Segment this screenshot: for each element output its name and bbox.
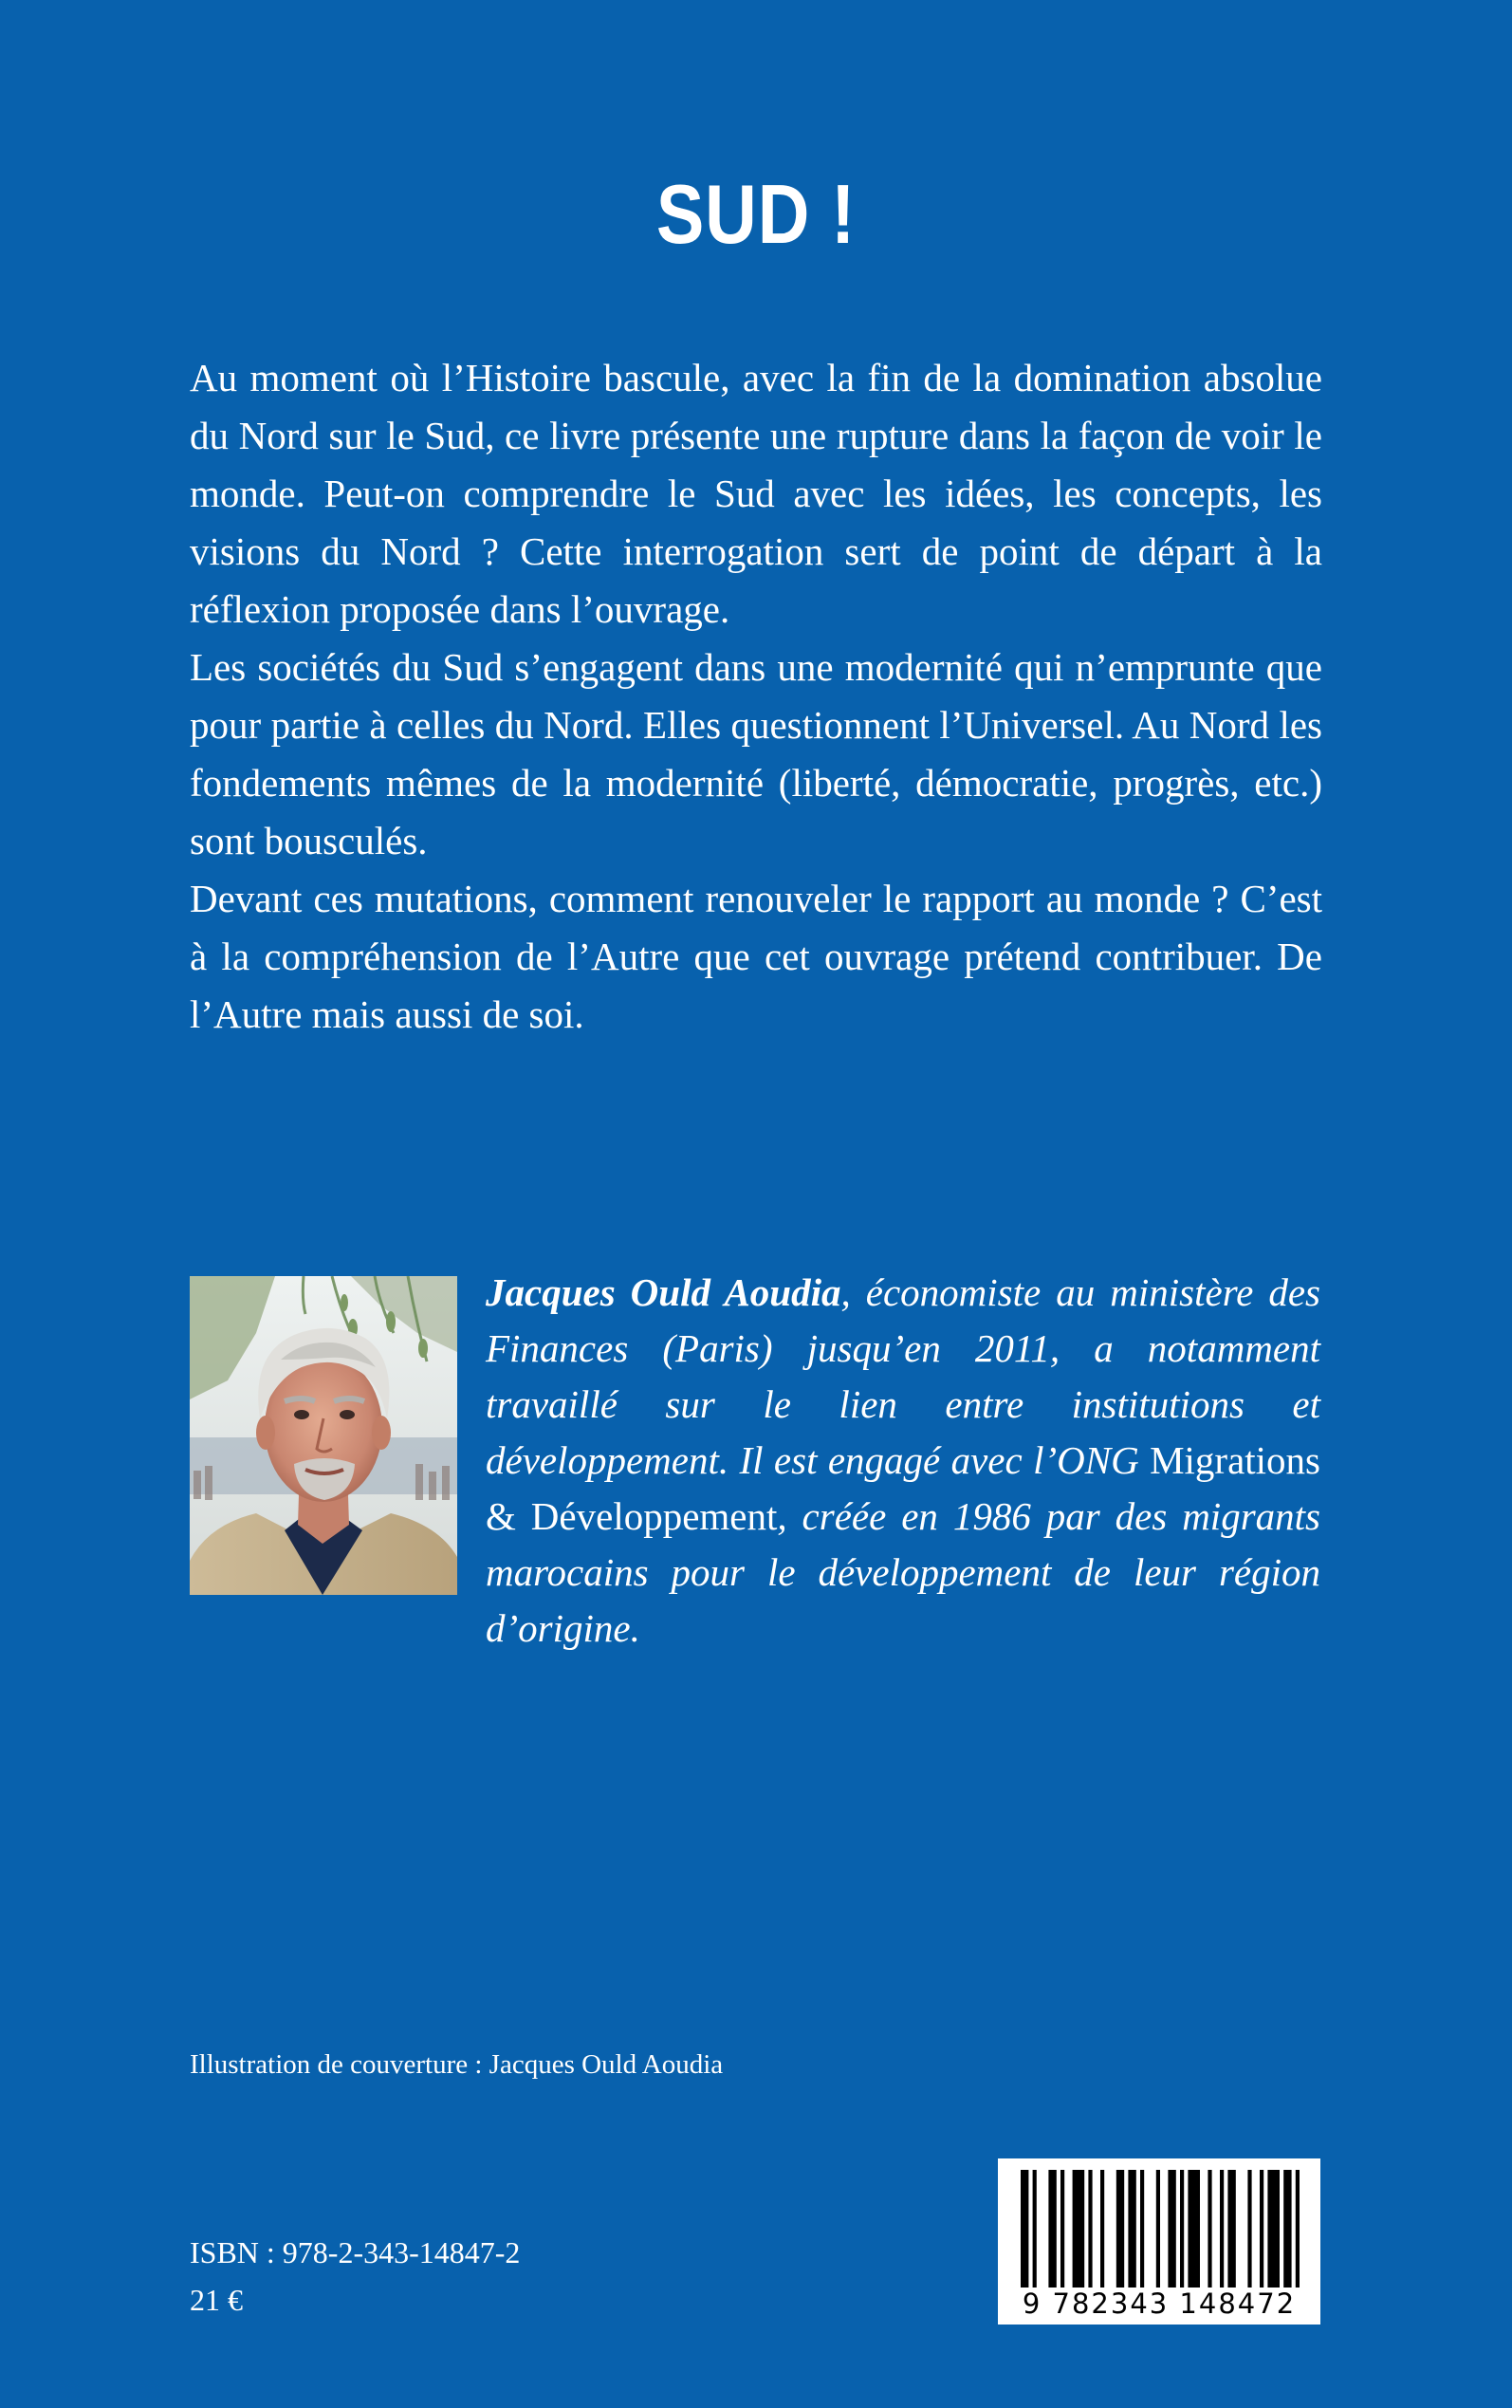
isbn-text: ISBN : 978-2-343-14847-2 [190,2235,521,2269]
author-name: Jacques Ould Aoudia [486,1270,841,1314]
book-title: SUD ! [655,167,857,261]
barcode-bar [1220,2170,1224,2288]
blurb-paragraph: Les sociétés du Sud s’engagent dans une modernité qui n’emprunte que pour partie à celles du Nord. Elles questionnent l’Universel. Au Nord les fondements mêmes de la modernité (liberté, démocratie, progrès, etc.) sont bousculés. [190,645,1322,862]
barcode-bar [1116,2170,1124,2288]
bio-text: , créée en 1986 par des migrants marocains pour le développement de leur région d’origine. [486,1494,1321,1650]
barcode-bar [1021,2170,1028,2288]
author-portrait [190,1276,457,1595]
barcode-bar [1168,2170,1175,2288]
barcode-bar [1073,2170,1085,2288]
blurb-text [190,349,1322,1044]
cover-credit: Illustration de couverture : Jacques Ould Aoudia [190,2049,724,2080]
price-text: 21 € [190,2283,243,2317]
author-bio [486,1265,1320,1657]
barcode-bar [1260,2170,1263,2288]
blurb-paragraph: Au moment où l’Histoire bascule, avec la fin de la domination absolue du Nord sur le Sud, ce livre présente une rupture dans la façon de voir le monde. Peut-on comprendre le Sud avec les idées, les concepts, les visions du Nord ? Cette interrogation sert de point de départ à la réflexion proposée dans l’ouvrage. [190,356,1322,631]
barcode-bar [1267,2170,1280,2288]
organization-name: Migrations & Développement [486,1438,1320,1538]
barcode-number: 9 782343 148472 [1022,2288,1297,2320]
bio-text: , économiste au ministère des Finances (Paris) jusqu’en 2011, a notamment travaillé sur le lien entre institutions et développement. Il est engagé avec l’ONG [486,1270,1320,1482]
barcode-bar [1156,2170,1160,2288]
barcode-bar [1033,2170,1037,2288]
barcode-panel [998,2158,1320,2325]
barcode-bar [1088,2170,1092,2288]
barcode-bar [1100,2170,1104,2288]
barcode-bar [1048,2170,1056,2288]
barcode-bar [1208,2170,1211,2288]
barcode-bar [1227,2170,1235,2288]
barcode-bar [1247,2170,1251,2288]
barcode-bar [1296,2170,1300,2288]
barcode-bar [1188,2170,1200,2288]
barcode-bar [1128,2170,1135,2288]
barcode-bar [1283,2170,1291,2288]
blurb-paragraph: Devant ces mutations, comment renouveler le rapport au monde ? C’est à la compréhension de l’Autre que cet ouvrage prétend contribuer. De l’Autre mais aussi de soi. [190,877,1322,1036]
barcode-bar [1060,2170,1064,2288]
barcode-bar [1140,2170,1144,2288]
barcode-bar [1180,2170,1184,2288]
